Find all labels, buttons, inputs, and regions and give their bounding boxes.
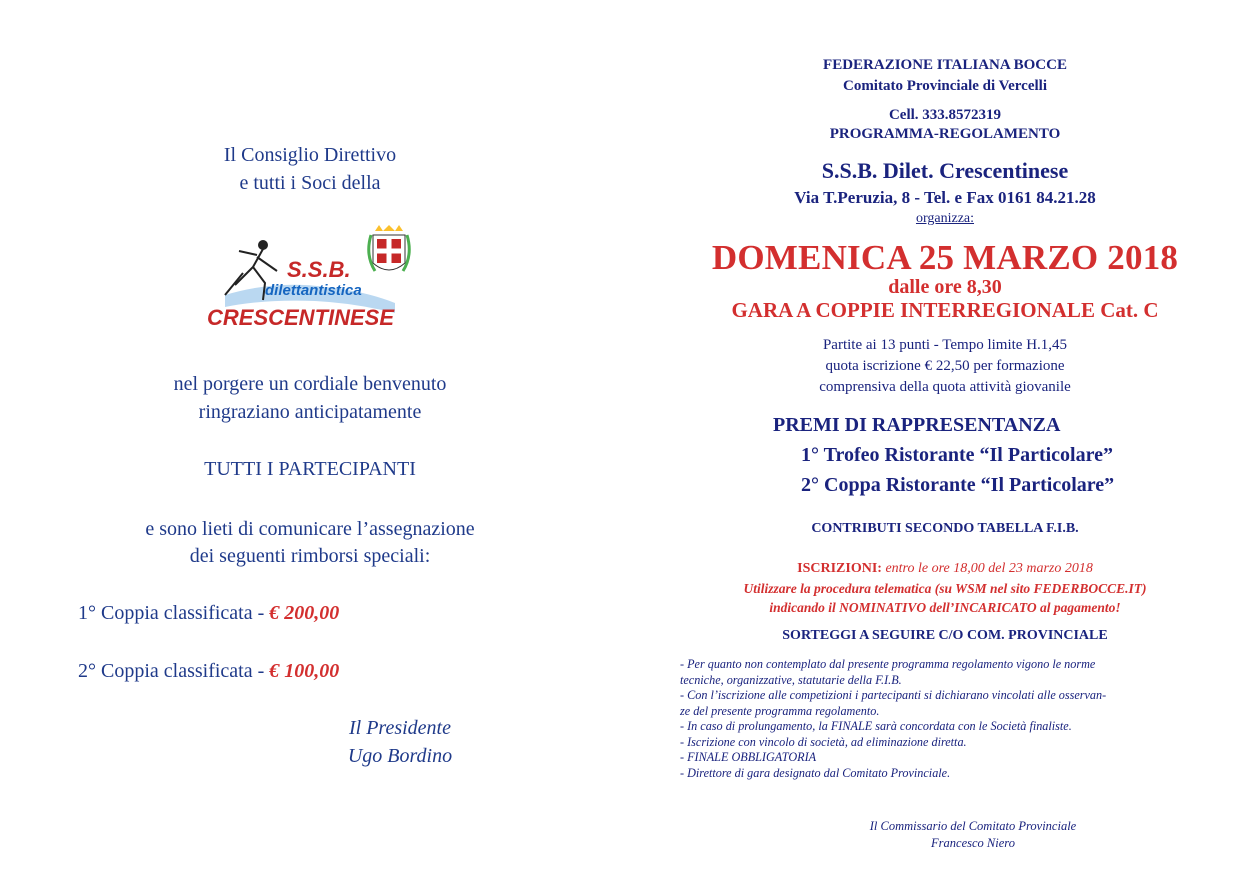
club-address: Via T.Peruzia, 8 - Tel. e Fax 0161 84.21.28 [794, 188, 1096, 207]
rule-line: tecniche, organizzative, statutarie della F.I.B. [680, 672, 902, 687]
prize-2-label: 2° Coppia classificata - [78, 660, 270, 682]
crest-icon [369, 225, 410, 271]
signature-name: Francesco Niero [931, 836, 1015, 850]
rule-line: - In caso di prolungamento, la FINALE sarà concordata con le Società finaliste. [680, 719, 1072, 733]
prize-2-amount: € 100,00 [269, 660, 340, 682]
rule-line: - Con l’iscrizione alle competizioni i partecipanti si dichiarano vincolati alle osservan- [680, 688, 1107, 702]
awards-title: PREMI DI RAPPRESENTANZA [773, 414, 1061, 436]
event-date: DOMENICA 25 MARZO 2018 [711, 238, 1179, 277]
registration-text: entro le ore 18,00 del 23 marzo 2018 [881, 561, 1093, 576]
registration-label: ISCRIZIONI: [797, 561, 882, 576]
warning-line-1: Utilizzare la procedura telematica (su WSM nel sito FEDERBOCCE.IT) [743, 581, 1147, 596]
contributions-note: CONTRIBUTI SECONDO TABELLA F.I.B. [811, 521, 1079, 536]
announce-line-2: dei seguenti rimborsi speciali: [189, 545, 431, 567]
info-line-3: comprensiva della quota attività giovanile [819, 379, 1071, 395]
welcome-line-1: nel porgere un cordiale benvenuto [173, 373, 447, 395]
rule-line: - Per quanto non contemplato dal presente programma regolamento vigono le norme [680, 657, 1096, 671]
logo-text-2: dilettantistica [265, 282, 362, 299]
club-logo-graphic [205, 225, 420, 335]
welcome-line-2: ringraziano anticipatamente [198, 401, 422, 423]
draws-note: SORTEGGI A SEGUIRE C/O COM. PROVINCIALE [782, 628, 1108, 643]
registration-line [630, 561, 1256, 577]
warning-line-2: indicando il NOMINATIVO dell’INCARICATO al pagamento! [769, 600, 1121, 615]
prize-1-amount: € 200,00 [269, 602, 340, 624]
rule-line: ze del presente programma regolamento. [680, 703, 880, 718]
rules-list [680, 657, 1220, 781]
rule-line: - Direttore di gara designato dal Comitato Provinciale. [680, 765, 951, 780]
federation-name: FEDERAZIONE ITALIANA BOCCE [823, 57, 1067, 73]
rule-line: - FINALE OBBLIGATORIA [680, 750, 817, 764]
award-2: 2° Coppa Ristorante “Il Particolare” [801, 474, 1115, 496]
event-hour: dalle ore 8,30 [888, 276, 1002, 298]
signature-title: Il Commissario del Comitato Provinciale [869, 819, 1077, 833]
announce-line-1: e sono lieti di comunicare l’assegnazione [145, 518, 475, 540]
intro-line-2: e tutti i Soci della [239, 172, 381, 194]
logo-text-3: CRESCENTINESE [207, 305, 395, 330]
president-title: Il Presidente [348, 717, 451, 739]
organizes-label: organizza: [915, 211, 975, 226]
rule-line: - Iscrizione con vincolo di società, ad eliminazione diretta. [680, 734, 967, 749]
club-name: S.S.B. Dilet. Crescentinese [821, 158, 1069, 183]
intro-line-1: Il Consiglio Direttivo [223, 144, 397, 166]
phone-number: Cell. 333.8572319 [888, 107, 1002, 123]
prize-2 [78, 660, 339, 683]
prize-1-label: 1° Coppia classificata - [78, 602, 270, 624]
president-name: Ugo Bordino [347, 745, 453, 767]
competition-title: GARA A COPPIE INTERREGIONALE Cat. C [731, 298, 1159, 322]
logo-text-1: S.S.B. [287, 257, 351, 282]
award-1: 1° Trofeo Ristorante “Il Particolare” [801, 444, 1114, 466]
participants-heading: TUTTI I PARTECIPANTI [204, 458, 416, 480]
committee-name: Comitato Provinciale di Vercelli [842, 78, 1047, 94]
info-line-1: Partite ai 13 punti - Tempo limite H.1,45 [822, 337, 1068, 353]
program-title: PROGRAMMA-REGOLAMENTO [829, 126, 1061, 142]
prize-1 [78, 602, 339, 625]
club-logo [205, 225, 420, 335]
info-line-2: quota iscrizione € 22,50 per formazione [825, 358, 1065, 374]
